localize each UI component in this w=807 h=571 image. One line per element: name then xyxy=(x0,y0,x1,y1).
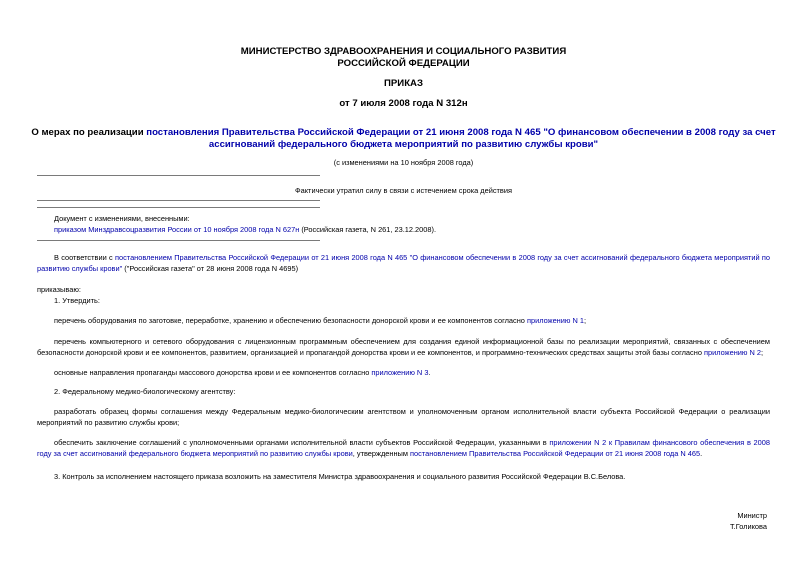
preamble xyxy=(37,252,770,274)
status-note: Фактически утратил силу в связи с истечением срока действия xyxy=(295,186,512,195)
rules-appendix-link[interactable]: приложении N 2 к Правилам финансового обеспечения в 2008 году за счет ассигнований федерального бюджета мероприятий по развитию службы крови xyxy=(37,438,770,458)
amendments-note: (с изменениями на 10 ноября 2008 года) xyxy=(333,158,474,167)
item-1a-text: перечень оборудования по заготовке, переработке, хранению и обеспечению безопасности донорской крови и ее компонентов согласно xyxy=(54,316,527,325)
item-2b-text: обеспечить заключение соглашений с уполномоченными органами исполнительной власти субъектов Российской Федерации, указанными в xyxy=(54,438,550,447)
appendix-1-link[interactable]: приложению N 1 xyxy=(526,316,584,325)
item-3: 3. Контроль за исполнением настоящего приказа возложить на заместителя Министра здравоохранения и социального развития Российской Федерации В.С.Белова. xyxy=(54,472,626,481)
preamble-link[interactable]: постановлением Правительства Российской Федерации от 21 июня 2008 года N 465 "О финансовом обеспечении в 2008 году за счет ассигнований федерального бюджета мероприятий по развитию службы крови" xyxy=(37,253,770,273)
changes-suffix: (Российская газета, N 261, 23.12.2008). xyxy=(299,225,437,234)
item-1c-end: . xyxy=(428,368,431,377)
divider xyxy=(37,200,320,201)
preamble-suffix: ("Российская газета" от 28 июня 2008 года N 4695) xyxy=(122,264,299,273)
item-1: 1. Утвердить: xyxy=(54,296,100,305)
divider xyxy=(37,175,320,176)
ministry-line-2: РОССИЙСКОЙ ФЕДЕРАЦИИ xyxy=(337,58,470,69)
signature-position: Министр xyxy=(737,511,767,520)
item-2b-end: . xyxy=(700,449,703,458)
item-2b-mid: , утвержденным xyxy=(352,449,411,458)
item-1a xyxy=(37,315,770,326)
order-word: приказываю: xyxy=(37,285,81,294)
item-1b xyxy=(37,336,770,358)
ministry-line-1: МИНИСТЕРСТВО ЗДРАВООХРАНЕНИЯ И СОЦИАЛЬНОГО РАЗВИТИЯ xyxy=(240,46,567,57)
resolution-link[interactable]: постановлением Правительства Российской Федерации от 21 июня 2008 года N 465 xyxy=(410,449,701,458)
document-title xyxy=(0,127,807,151)
preamble-prefix: В соответствии с xyxy=(54,253,115,262)
item-1b-text: перечень компьютерного и сетевого оборудования с лицензионным программным обеспечением для создания единой информационной базы по реализации мероприятий, связанных с обеспечением безопасности донорской крови и ее компонентов, развитием, организацией и пропагандой донорства крови и ее компонентов, и программно-технических средствах защиты этой базы согласно xyxy=(37,337,770,357)
item-1b-end: ; xyxy=(761,348,764,357)
item-2a: разработать образец формы соглашения между Федеральным медико-биологическим агентством и уполномоченным органом исполнительной власти субъекта Российской Федерации о реализации мероприятий по развитию службы крови; xyxy=(37,407,770,427)
doc-type: ПРИКАЗ xyxy=(384,78,423,89)
doc-date: от 7 июля 2008 года N 312н xyxy=(339,98,468,109)
changes-link[interactable]: приказом Минздравсоцразвития России от 10 ноября 2008 года N 627н xyxy=(54,225,300,234)
changes-label: Документ с изменениями, внесенными: xyxy=(54,214,190,223)
item-1c-text: основные направления пропаганды массового донорства крови и ее компонентов согласно xyxy=(54,368,372,377)
divider xyxy=(37,240,320,241)
item-2b xyxy=(37,437,770,459)
appendix-3-link[interactable]: приложению N 3 xyxy=(371,368,429,377)
title-prefix: О мерах по реализации xyxy=(31,127,147,138)
item-1c xyxy=(54,367,431,378)
signature-name: Т.Голикова xyxy=(729,522,767,531)
title-link-line1[interactable]: постановления Правительства Российской Федерации от 21 июня 2008 года N 465 "О финансовом обеспечении в 2008 году за счет xyxy=(146,127,776,138)
item-1a-end: ; xyxy=(584,316,587,325)
changes-line xyxy=(54,225,436,235)
divider xyxy=(37,207,320,208)
title-link-line2[interactable]: ассигнований федерального бюджета мероприятий по развитию службы крови" xyxy=(208,139,599,150)
item-2: 2. Федеральному медико-биологическому агентству: xyxy=(54,387,236,396)
appendix-2-link[interactable]: приложению N 2 xyxy=(704,348,762,357)
